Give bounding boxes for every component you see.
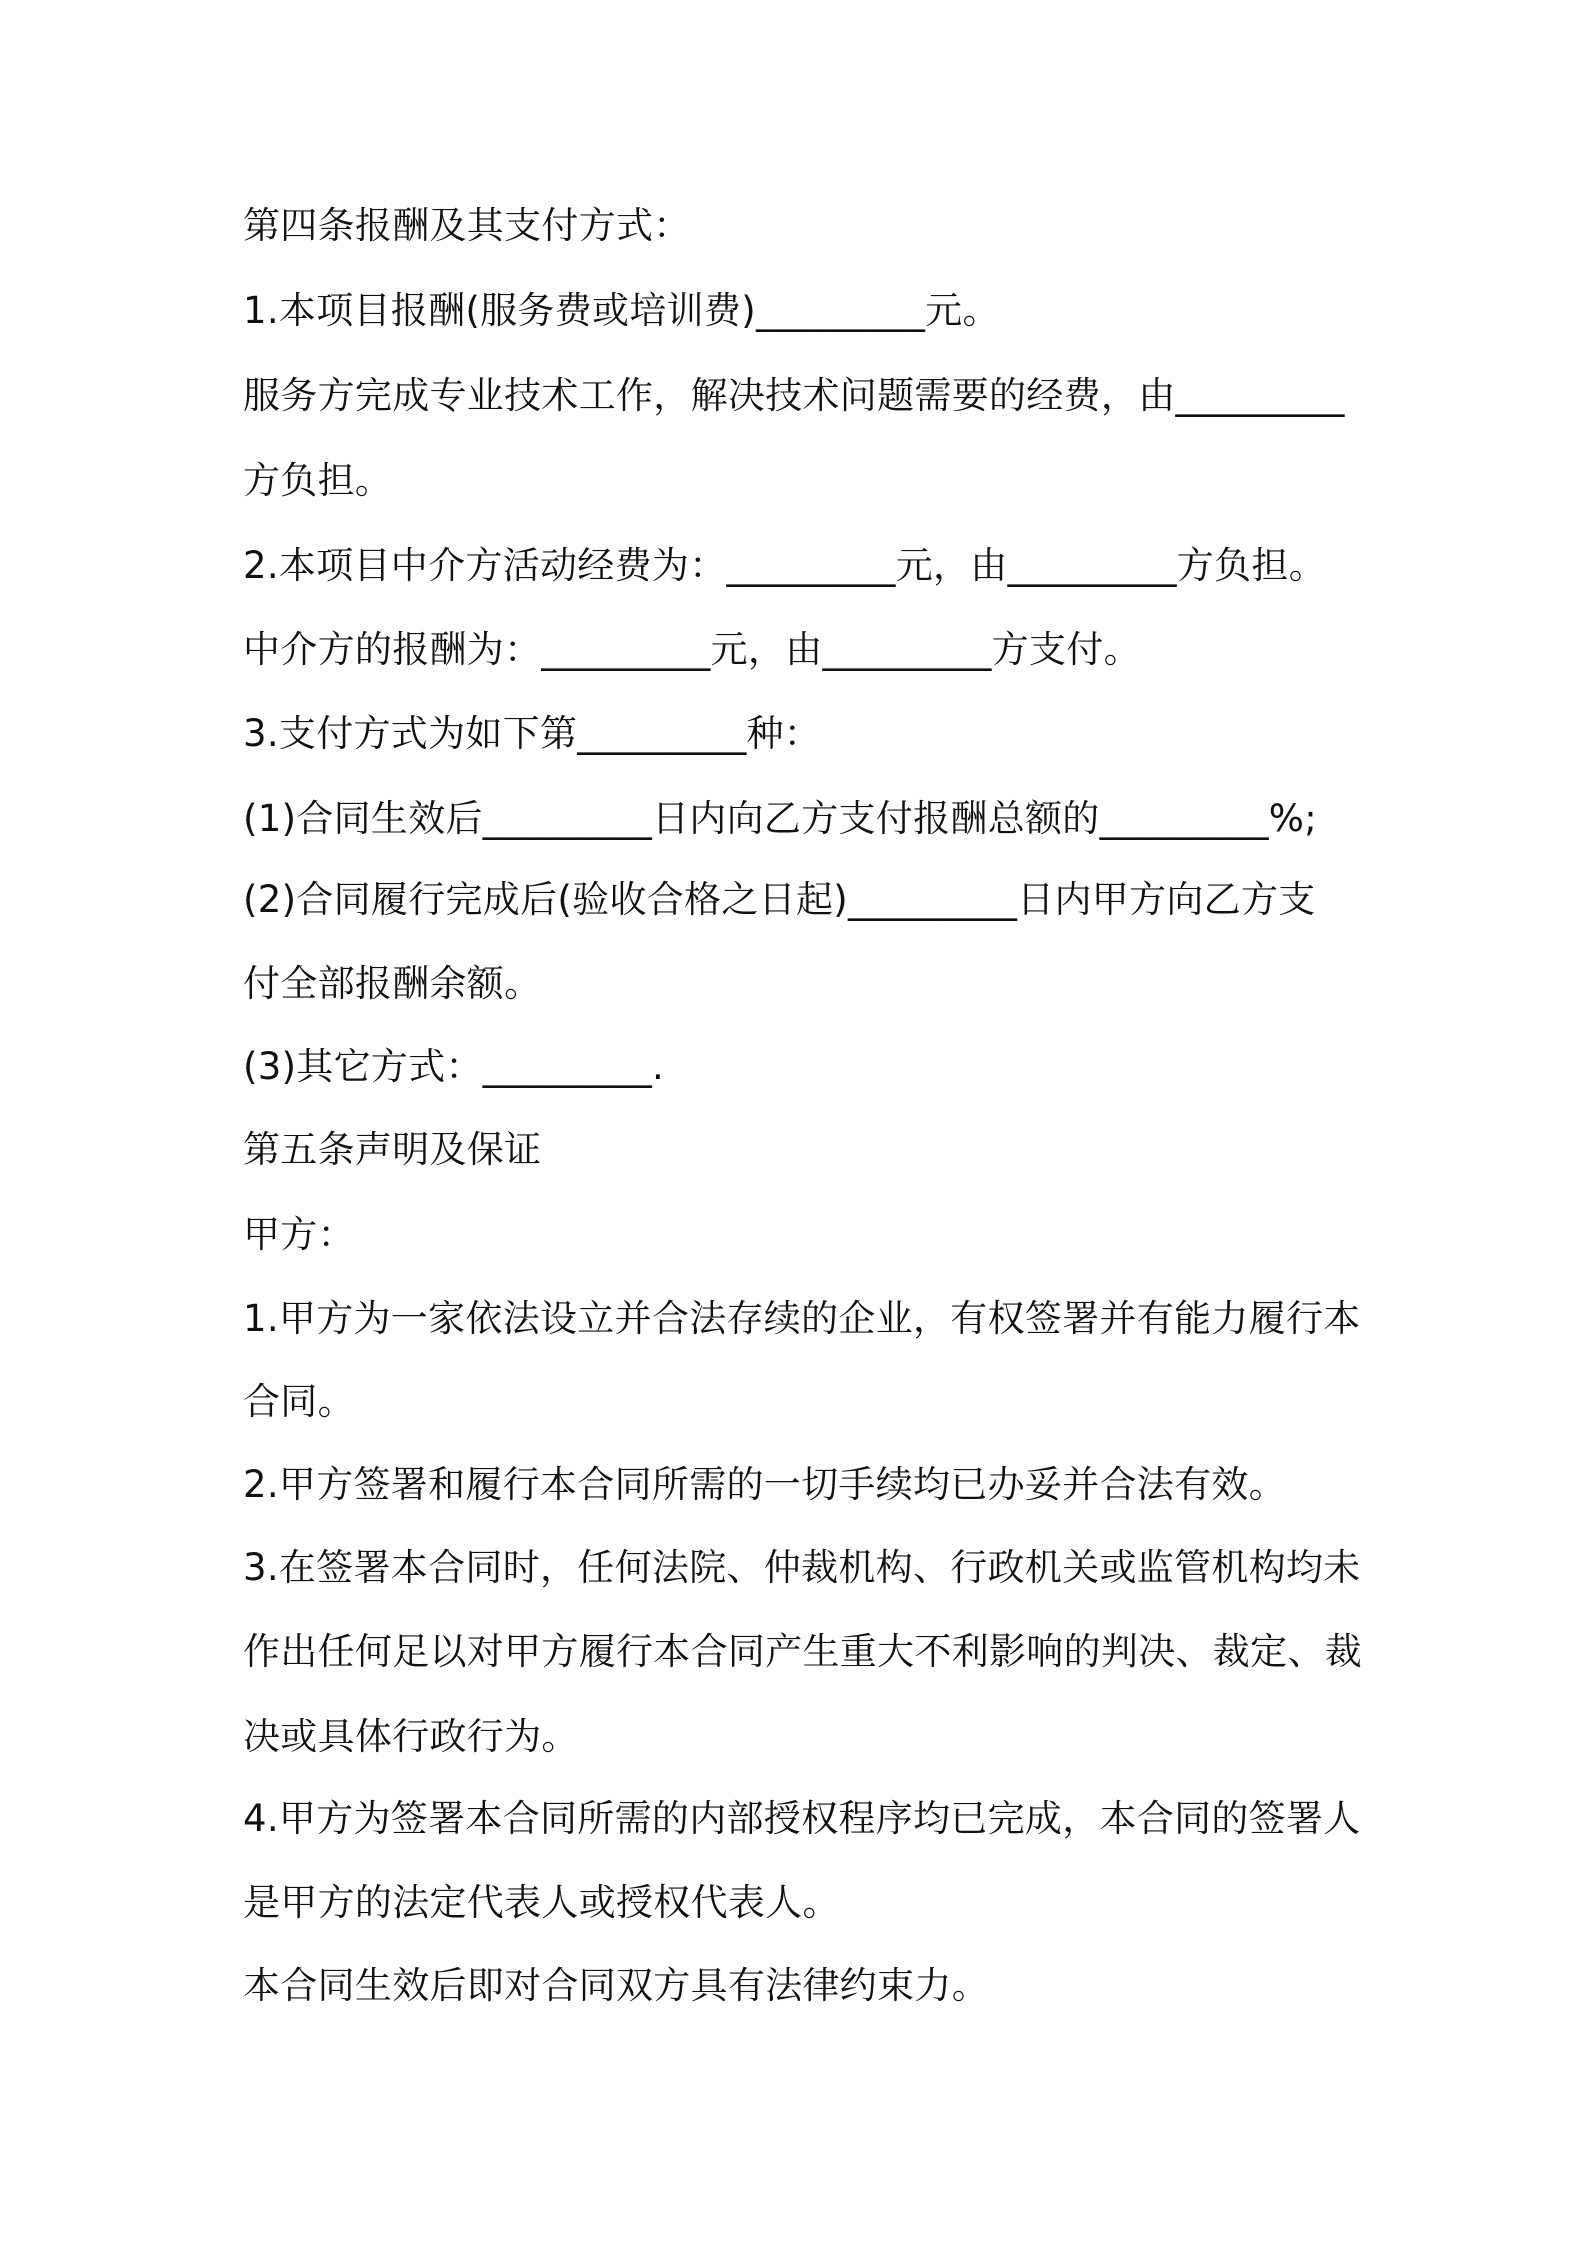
- binding-effect-statement: 本合同生效后即对合同双方具有法律约束力。: [243, 1964, 989, 2007]
- clause-4-2-intermediary-fee: 2.本项目中介方活动经费为：_________元，由_________方负担。: [243, 544, 1327, 587]
- clause-5-4: 4.甲方为签署本合同所需的内部授权程序均已完成，本合同的签署人: [243, 1797, 1361, 1840]
- article-5-heading: 第五条声明及保证: [243, 1128, 542, 1171]
- clause-5-3: 3.在签署本合同时，任何法院、仲裁机构、行政机关或监管机构均未: [243, 1546, 1361, 1589]
- clause-5-1: 1.甲方为一家依法设立并合法存续的企业，有权签署并有能力履行本: [243, 1297, 1361, 1340]
- clause-5-3-cont-2: 决或具体行政行为。: [243, 1715, 579, 1758]
- clause-5-1-cont: 合同。: [243, 1380, 355, 1423]
- payment-option-2-cont: 付全部报酬余额。: [243, 962, 542, 1005]
- clause-5-4-cont: 是甲方的法定代表人或授权代表人。: [243, 1881, 840, 1924]
- clause-5-2: 2.甲方签署和履行本合同所需的一切手续均已办妥并合法有效。: [243, 1463, 1286, 1506]
- payment-option-1: (1)合同生效后_________日内向乙方支付报酬总额的_________%;: [243, 797, 1318, 840]
- article-4-heading: 第四条报酬及其支付方式：: [243, 204, 691, 247]
- clause-4-1-remuneration: 1.本项目报酬(服务费或培训费)_________元。: [243, 289, 1000, 332]
- clause-4-2-intermediary-pay: 中介方的报酬为：_________元，由_________方支付。: [243, 628, 1141, 671]
- payment-option-2: (2)合同履行完成后(验收合格之日起)_________日内甲方向乙方支: [243, 878, 1316, 921]
- clause-5-3-cont: 作出任何足以对甲方履行本合同产生重大不利影响的判决、裁定、裁: [243, 1630, 1362, 1673]
- clause-4-1-expenses-cont: 方负担。: [243, 459, 393, 502]
- clause-4-3-payment-method: 3.支付方式为如下第_________种：: [243, 712, 822, 755]
- clause-4-1-expenses: 服务方完成专业技术工作，解决技术问题需要的经费，由_________: [243, 374, 1345, 417]
- party-a-label: 甲方：: [243, 1213, 355, 1256]
- payment-option-3: (3)其它方式：_________.: [243, 1045, 665, 1088]
